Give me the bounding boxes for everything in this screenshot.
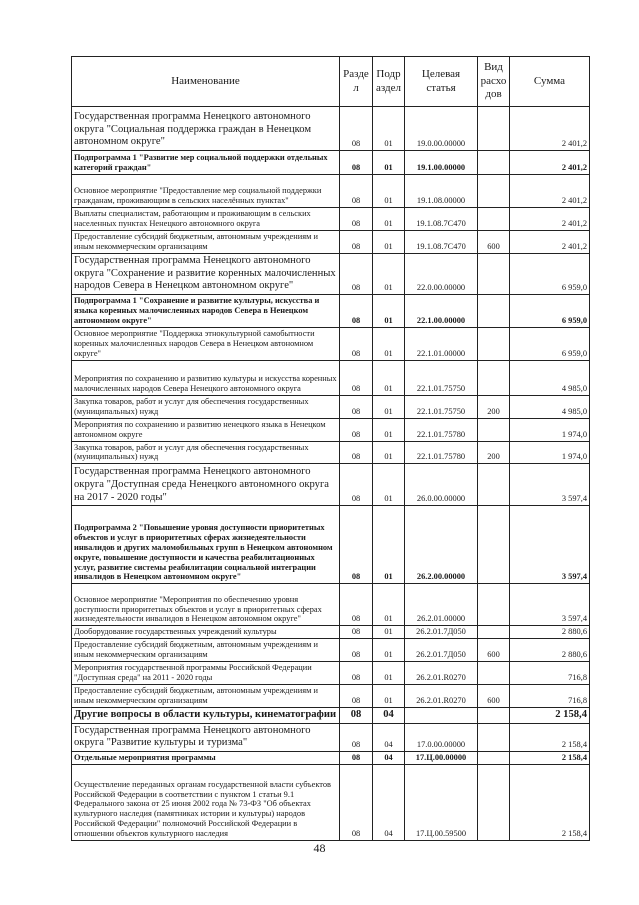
table-row bbox=[72, 464, 590, 506]
row-razdel: 08 bbox=[340, 685, 373, 708]
table-row bbox=[72, 175, 590, 208]
row-statya: 26.2.01.00000 bbox=[405, 584, 478, 626]
table-row bbox=[72, 723, 590, 751]
row-statya: 19.0.00.00000 bbox=[405, 107, 478, 151]
row-summa: 4 985,0 bbox=[510, 360, 590, 395]
row-name: Подпрограмма 1 "Развитие мер социальной поддержки отдельных категорий граждан" bbox=[72, 151, 340, 175]
row-summa: 2 158,4 bbox=[510, 765, 590, 841]
row-razdel: 08 bbox=[340, 441, 373, 464]
row-razdel: 08 bbox=[340, 360, 373, 395]
row-vid: 600 bbox=[478, 230, 510, 253]
row-podrazdel: 01 bbox=[373, 464, 405, 506]
row-razdel: 08 bbox=[340, 464, 373, 506]
row-razdel: 08 bbox=[340, 723, 373, 751]
row-statya: 22.1.01.75780 bbox=[405, 441, 478, 464]
header-podrazdel: Подр аздел bbox=[373, 57, 405, 107]
table-row bbox=[72, 151, 590, 175]
row-summa: 6 959,0 bbox=[510, 294, 590, 327]
row-statya: 26.2.00.00000 bbox=[405, 506, 478, 584]
row-podrazdel: 01 bbox=[373, 230, 405, 253]
row-summa: 6 959,0 bbox=[510, 253, 590, 294]
row-vid bbox=[478, 253, 510, 294]
row-summa: 2 401,2 bbox=[510, 151, 590, 175]
row-vid bbox=[478, 708, 510, 724]
table-row bbox=[72, 294, 590, 327]
row-razdel: 08 bbox=[340, 418, 373, 441]
row-name: Мероприятия по сохранению и развитию ненецкого языка в Ненецком автономном округе bbox=[72, 418, 340, 441]
row-statya: 19.1.08.00000 bbox=[405, 175, 478, 208]
row-statya: 26.2.01.7Д050 bbox=[405, 626, 478, 639]
row-razdel: 08 bbox=[340, 765, 373, 841]
header-name: Наименование bbox=[72, 57, 340, 107]
row-name: Государственная программа Ненецкого автономного округа "Социальная поддержка граждан в Ненецком автономном округе" bbox=[72, 107, 340, 151]
budget-table bbox=[71, 56, 590, 841]
row-razdel: 08 bbox=[340, 327, 373, 360]
row-vid bbox=[478, 208, 510, 231]
row-vid: 200 bbox=[478, 441, 510, 464]
row-summa: 2 880,6 bbox=[510, 639, 590, 662]
table-row bbox=[72, 418, 590, 441]
table-row bbox=[72, 662, 590, 685]
row-razdel: 08 bbox=[340, 294, 373, 327]
budget-table-sheet bbox=[71, 56, 589, 841]
row-razdel: 08 bbox=[340, 253, 373, 294]
table-row bbox=[72, 395, 590, 418]
table-row bbox=[72, 752, 590, 765]
row-podrazdel: 04 bbox=[373, 708, 405, 724]
row-summa: 2 401,2 bbox=[510, 208, 590, 231]
row-podrazdel: 01 bbox=[373, 506, 405, 584]
row-name: Предоставление субсидий бюджетным, автономным учреждениям и иным некоммерческим организациям bbox=[72, 685, 340, 708]
row-name: Предоставление субсидий бюджетным, автономным учреждениям и иным некоммерческим организациям bbox=[72, 639, 340, 662]
row-summa: 4 985,0 bbox=[510, 395, 590, 418]
row-statya: 22.1.01.75750 bbox=[405, 360, 478, 395]
row-razdel: 08 bbox=[340, 230, 373, 253]
table-row bbox=[72, 584, 590, 626]
row-name: Подпрограмма 1 "Сохранение и развитие культуры, искусства и языка коренных малочисленных народов Севера в Ненецком автономном округе" bbox=[72, 294, 340, 327]
row-razdel: 08 bbox=[340, 107, 373, 151]
row-vid bbox=[478, 765, 510, 841]
row-vid bbox=[478, 418, 510, 441]
header-summa: Сумма bbox=[510, 57, 590, 107]
table-row bbox=[72, 639, 590, 662]
table-body bbox=[72, 107, 590, 841]
row-name: Закупка товаров, работ и услуг для обеспечения государственных (муниципальных) нужд bbox=[72, 441, 340, 464]
row-statya: 22.0.00.00000 bbox=[405, 253, 478, 294]
row-summa: 3 597,4 bbox=[510, 584, 590, 626]
row-name: Закупка товаров, работ и услуг для обеспечения государственных (муниципальных) нужд bbox=[72, 395, 340, 418]
row-podrazdel: 01 bbox=[373, 151, 405, 175]
row-vid bbox=[478, 506, 510, 584]
row-summa: 2 401,2 bbox=[510, 230, 590, 253]
row-podrazdel: 01 bbox=[373, 662, 405, 685]
row-summa: 2 880,6 bbox=[510, 626, 590, 639]
row-podrazdel: 01 bbox=[373, 175, 405, 208]
row-summa: 2 158,4 bbox=[510, 752, 590, 765]
row-name: Осуществление переданных органам государственной власти субъектов Российской Федерации в соответствии с пунктом 1 статьи 9.1 Федерального закона от 25 июня 2002 года № 73-ФЗ "Об объектах культурного наследия (памятниках истории и культуры) народов Российской Федерации" полномочий Российской Федерации в отношении объектов культурного наследия bbox=[72, 765, 340, 841]
row-summa: 1 974,0 bbox=[510, 418, 590, 441]
row-summa: 3 597,4 bbox=[510, 464, 590, 506]
row-podrazdel: 01 bbox=[373, 107, 405, 151]
table-row bbox=[72, 765, 590, 841]
row-statya: 22.1.00.00000 bbox=[405, 294, 478, 327]
row-name: Мероприятия по сохранению и развитию культуры и искусства коренных малочисленных народов Севера Ненецкого автономного округа bbox=[72, 360, 340, 395]
page-number: 48 bbox=[313, 841, 326, 855]
row-razdel: 08 bbox=[340, 175, 373, 208]
row-statya: 26.0.00.00000 bbox=[405, 464, 478, 506]
row-statya: 22.1.01.00000 bbox=[405, 327, 478, 360]
row-statya: 19.1.08.7С470 bbox=[405, 208, 478, 231]
row-podrazdel: 04 bbox=[373, 752, 405, 765]
table-header-row bbox=[72, 57, 590, 107]
table-row bbox=[72, 685, 590, 708]
row-vid bbox=[478, 360, 510, 395]
table-row bbox=[72, 253, 590, 294]
row-name: Подпрограмма 2 "Повышение уровня доступности приоритетных объектов и услуг в приоритетных сферах жизнедеятельности инвалидов и других маломобильных групп в Ненецком автономном округе, повышение доступности и качества реабилитационных услуг, развитие системы реабилитации социальной интеграции инвалидов в Ненецком автономном округе" bbox=[72, 506, 340, 584]
row-podrazdel: 01 bbox=[373, 208, 405, 231]
row-vid bbox=[478, 107, 510, 151]
row-vid bbox=[478, 151, 510, 175]
row-name: Государственная программа Ненецкого автономного округа "Доступная среда Ненецкого автономного округа на 2017 - 2020 годы" bbox=[72, 464, 340, 506]
row-vid bbox=[478, 662, 510, 685]
table-row bbox=[72, 360, 590, 395]
row-summa: 2 401,2 bbox=[510, 175, 590, 208]
row-razdel: 08 bbox=[340, 506, 373, 584]
header-razdel: Разде л bbox=[340, 57, 373, 107]
row-statya: 17.Ц.00.00000 bbox=[405, 752, 478, 765]
table-row bbox=[72, 708, 590, 724]
row-podrazdel: 01 bbox=[373, 418, 405, 441]
row-podrazdel: 01 bbox=[373, 294, 405, 327]
row-podrazdel: 01 bbox=[373, 360, 405, 395]
row-statya: 26.2.01.7Д050 bbox=[405, 639, 478, 662]
row-podrazdel: 01 bbox=[373, 395, 405, 418]
row-podrazdel: 01 bbox=[373, 626, 405, 639]
row-podrazdel: 01 bbox=[373, 685, 405, 708]
row-razdel: 08 bbox=[340, 584, 373, 626]
row-vid bbox=[478, 584, 510, 626]
table-row bbox=[72, 441, 590, 464]
row-vid: 600 bbox=[478, 639, 510, 662]
row-vid bbox=[478, 464, 510, 506]
row-summa: 3 597,4 bbox=[510, 506, 590, 584]
row-name: Основное мероприятие "Предоставление мер социальной поддержки гражданам, проживающим в сельских населённых пунктах" bbox=[72, 175, 340, 208]
row-razdel: 08 bbox=[340, 395, 373, 418]
row-name: Другие вопросы в области культуры, кинематографии bbox=[72, 708, 340, 724]
row-summa: 2 158,4 bbox=[510, 708, 590, 724]
row-podrazdel: 01 bbox=[373, 441, 405, 464]
row-vid bbox=[478, 626, 510, 639]
table-row bbox=[72, 230, 590, 253]
header-vid: Вид расхо дов bbox=[478, 57, 510, 107]
row-statya: 19.1.08.7С470 bbox=[405, 230, 478, 253]
row-summa: 1 974,0 bbox=[510, 441, 590, 464]
row-podrazdel: 01 bbox=[373, 253, 405, 294]
table-row bbox=[72, 107, 590, 151]
table-row bbox=[72, 626, 590, 639]
row-vid bbox=[478, 294, 510, 327]
row-vid bbox=[478, 175, 510, 208]
row-vid: 200 bbox=[478, 395, 510, 418]
header-statya: Целевая статья bbox=[405, 57, 478, 107]
row-statya: 26.2.01.R0270 bbox=[405, 685, 478, 708]
row-statya: 17.Ц.00.59500 bbox=[405, 765, 478, 841]
row-summa: 2 401,2 bbox=[510, 107, 590, 151]
row-razdel: 08 bbox=[340, 151, 373, 175]
row-summa: 716,8 bbox=[510, 662, 590, 685]
row-razdel: 08 bbox=[340, 639, 373, 662]
row-vid bbox=[478, 752, 510, 765]
row-statya: 22.1.01.75750 bbox=[405, 395, 478, 418]
row-name: Государственная программа Ненецкого автономного округа "Развитие культуры и туризма" bbox=[72, 723, 340, 751]
row-podrazdel: 01 bbox=[373, 639, 405, 662]
row-razdel: 08 bbox=[340, 752, 373, 765]
row-vid bbox=[478, 723, 510, 751]
row-podrazdel: 04 bbox=[373, 765, 405, 841]
row-name: Мероприятия государственной программы Российской Федерации "Доступная среда" на 2011 - 2020 годы bbox=[72, 662, 340, 685]
table-row bbox=[72, 208, 590, 231]
row-vid bbox=[478, 327, 510, 360]
row-statya: 26.2.01.R0270 bbox=[405, 662, 478, 685]
row-summa: 2 158,4 bbox=[510, 723, 590, 751]
row-razdel: 08 bbox=[340, 626, 373, 639]
row-name: Основное мероприятие "Мероприятия по обеспечению уровня доступности приоритетных объектов и услуг в приоритетных сферах жизнедеятельности инвалидов в Ненецком автономном округе" bbox=[72, 584, 340, 626]
row-razdel: 08 bbox=[340, 708, 373, 724]
row-razdel: 08 bbox=[340, 662, 373, 685]
table-row bbox=[72, 327, 590, 360]
row-name: Предоставление субсидий бюджетным, автономным учреждениям и иным некоммерческим организациям bbox=[72, 230, 340, 253]
row-name: Выплаты специалистам, работающим и проживающим в сельских населенных пунктах Ненецкого автономного округа bbox=[72, 208, 340, 231]
row-vid: 600 bbox=[478, 685, 510, 708]
row-statya: 17.0.00.00000 bbox=[405, 723, 478, 751]
row-statya bbox=[405, 708, 478, 724]
row-name: Дооборудование государственных учреждений культуры bbox=[72, 626, 340, 639]
row-statya: 22.1.01.75780 bbox=[405, 418, 478, 441]
row-summa: 6 959,0 bbox=[510, 327, 590, 360]
row-name: Основное мероприятие "Поддержка этнокультурной самобытности коренных малочисленных народов Севера в Ненецком автономном округе" bbox=[72, 327, 340, 360]
row-podrazdel: 04 bbox=[373, 723, 405, 751]
row-podrazdel: 01 bbox=[373, 327, 405, 360]
table-row bbox=[72, 506, 590, 584]
row-razdel: 08 bbox=[340, 208, 373, 231]
row-summa: 716,8 bbox=[510, 685, 590, 708]
row-name: Государственная программа Ненецкого автономного округа "Сохранение и развитие коренных малочисленных народов Севера в Ненецком автономном округе" bbox=[72, 253, 340, 294]
row-statya: 19.1.00.00000 bbox=[405, 151, 478, 175]
row-name: Отдельные мероприятия программы bbox=[72, 752, 340, 765]
row-podrazdel: 01 bbox=[373, 584, 405, 626]
